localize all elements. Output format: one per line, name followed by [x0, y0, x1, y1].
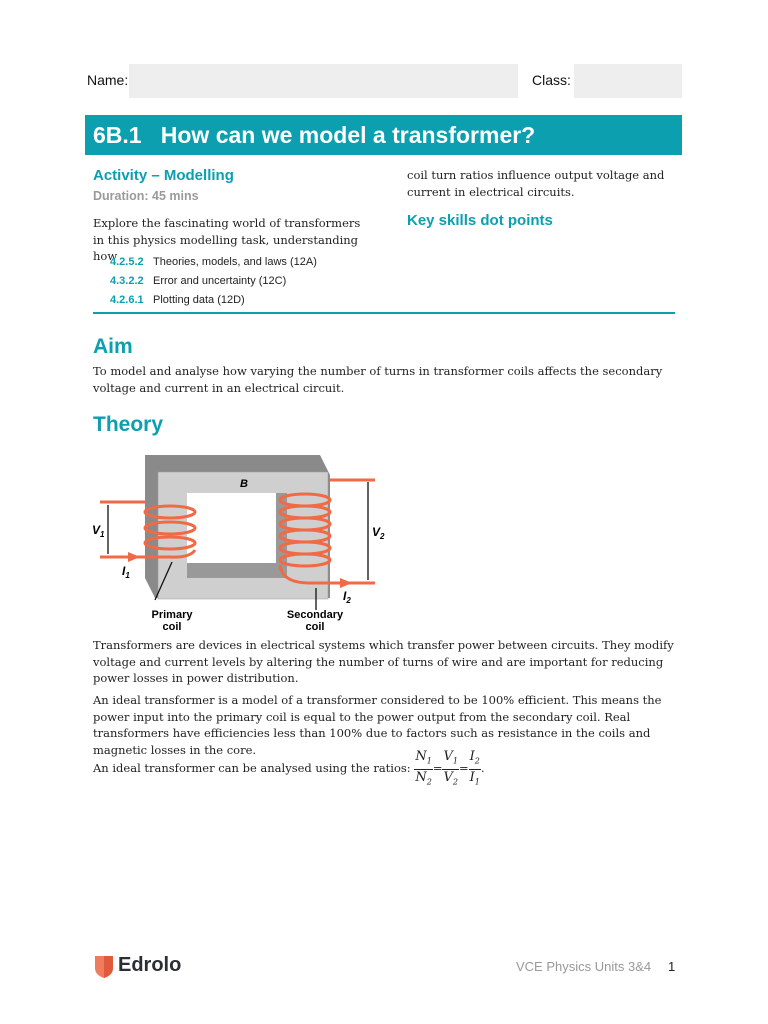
theory-paragraph-2: An ideal transformer is a model of a transformer considered to be 100% efficient. This means the power input into the primary coil is equal to the power output from the secondary coil. Real transformers have efficiencies less than 100% due to factors such as resistance in the coils and magnetic losses in the core.	[93, 693, 662, 757]
iron-core	[145, 455, 330, 599]
skill-code: 4.2.6.1	[110, 294, 144, 306]
edrolo-logo-icon	[94, 955, 114, 979]
activity-heading: Activity – Modelling	[93, 167, 234, 184]
theory-paragraph-3	[93, 749, 678, 789]
activity-intro-cont: coil turn ratios influence output voltage and current in electrical circuits.	[407, 168, 665, 199]
page-number: 1	[668, 959, 676, 974]
class-field[interactable]	[574, 64, 682, 98]
magnetic-field-label: B	[240, 478, 248, 490]
primary-coil-label: Primary coil	[151, 609, 193, 633]
skill-item	[110, 294, 317, 313]
key-skills-list	[110, 256, 317, 313]
skill-label: Plotting data (12D)	[153, 294, 245, 306]
activity-intro: Explore the fascinating world of transformers in this physics modelling task, understanding how	[93, 216, 361, 263]
secondary-coil-label: Secondary coil	[286, 609, 344, 633]
ratio-equation: $\frac{N_1}{N_2}$ = $\frac{V_1}{V_2}$ = $\frac{I_2}{I_1}$ .	[415, 749, 485, 787]
page-title: 6B.1 How can we model a transformer?	[93, 122, 536, 148]
i1-label: $I_1$	[122, 564, 130, 580]
duration: Duration: 45 mins	[93, 189, 199, 203]
skill-item	[110, 275, 317, 294]
skill-code: 4.2.5.2	[110, 256, 144, 268]
v2-label: $V_2$	[372, 525, 385, 541]
aim-text: To model and analyse how varying the number of turns in transformer coils affects the secondary voltage and current in an electrical circuit.	[93, 364, 663, 395]
theory-paragraph-1: Transformers are devices in electrical systems which transfer power between circuits. They modify voltage and current levels by altering the number of turns of wire and are important for reducing power losses in power distribution.	[93, 638, 674, 685]
ratio-intro: An ideal transformer can be analysed using the ratios:	[93, 761, 411, 776]
name-label: Name:	[87, 72, 129, 88]
edrolo-logo-text: Edrolo	[118, 954, 182, 976]
theory-heading: Theory	[93, 413, 164, 436]
transformer-diagram	[90, 450, 390, 635]
course-name: VCE Physics Units 3&4	[516, 959, 652, 974]
skill-label: Error and uncertainty (12C)	[153, 275, 287, 287]
section-divider	[93, 312, 675, 314]
name-field[interactable]	[129, 64, 518, 98]
v1-label: $V_1$	[92, 523, 105, 539]
class-label: Class:	[532, 72, 571, 88]
skill-label: Theories, models, and laws (12A)	[153, 256, 317, 268]
skill-item	[110, 256, 317, 275]
skill-code: 4.3.2.2	[110, 275, 144, 287]
title-banner	[85, 115, 682, 155]
aim-heading: Aim	[93, 335, 133, 358]
i2-label: $I_2$	[343, 589, 351, 605]
key-skills-heading: Key skills dot points	[407, 212, 553, 229]
